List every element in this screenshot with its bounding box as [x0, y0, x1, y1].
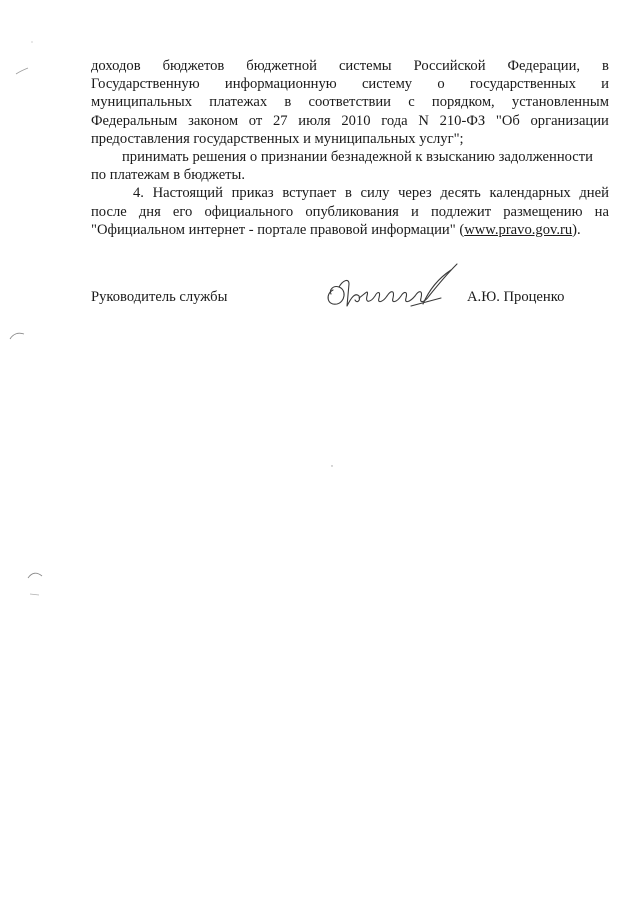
w: 2010: [341, 112, 371, 129]
w: законом: [188, 112, 239, 129]
text-line-6: принимать решения о признании безнадежной к взысканию задолженности: [122, 149, 593, 166]
text-line-10-end: ).: [572, 221, 581, 238]
w: 210-ФЗ: [439, 112, 486, 129]
w: муниципальных: [91, 94, 193, 111]
w: порядком,: [431, 94, 495, 111]
w: 27: [272, 112, 288, 129]
w: доходов: [91, 58, 141, 74]
w: размещению: [503, 203, 583, 220]
text-line-5: предоставления государственных и муниципальных услуг";: [91, 130, 464, 147]
w: бюджетов: [162, 58, 225, 74]
w: его: [172, 203, 193, 220]
w: N: [418, 112, 429, 129]
w: от: [248, 112, 263, 129]
w: дней: [579, 185, 609, 202]
w: организации: [530, 112, 609, 129]
w: Настоящий: [152, 185, 223, 202]
w: после: [91, 203, 127, 220]
w: в: [284, 94, 292, 111]
w: системы: [338, 58, 392, 74]
w: бюджетной: [246, 58, 317, 74]
w: и: [601, 76, 609, 93]
w: с: [408, 94, 415, 111]
w: календарных: [489, 185, 571, 202]
w: вступает: [282, 185, 337, 202]
w: "Об: [495, 112, 520, 129]
w: государственных: [469, 76, 576, 93]
scan-artifact: [330, 464, 334, 468]
document-body: [91, 57, 609, 239]
w: соответствии: [308, 94, 391, 111]
text-line-10-start: "Официальном интернет - портале правовой информации" (: [91, 221, 465, 238]
w: систему: [361, 76, 413, 93]
pravo-link[interactable]: www.pravo.gov.ru: [464, 221, 573, 238]
w: в: [344, 185, 352, 202]
text-line-2: [91, 75, 609, 93]
w: приказ: [231, 185, 274, 202]
signature-block: [91, 288, 609, 328]
scan-artifact: [26, 570, 44, 582]
w: десять: [440, 185, 481, 202]
w: о: [437, 76, 445, 93]
text-line-4: [91, 112, 609, 130]
w: через: [398, 185, 432, 202]
text-line-10: [91, 221, 609, 239]
text-line-1: [91, 57, 609, 75]
text-line-3: [91, 93, 609, 111]
w: силу: [360, 185, 390, 202]
w: июля: [298, 112, 331, 129]
w: на: [594, 203, 609, 220]
text-line-8: [91, 184, 609, 202]
w: Федеральным: [91, 112, 178, 129]
signer-name: А.Ю. Проценко: [467, 289, 565, 305]
text-line-7: по платежам в бюджеты.: [91, 167, 245, 184]
w: Российской: [413, 58, 486, 74]
w: подлежит: [430, 203, 492, 220]
scan-artifact: [14, 66, 30, 76]
w: официального: [204, 203, 294, 220]
w: установленным: [511, 94, 609, 111]
scan-artifact: [8, 330, 26, 340]
w: платежах: [209, 94, 268, 111]
w: дня: [138, 203, 161, 220]
w: года: [381, 112, 408, 129]
w: 4.: [133, 185, 144, 202]
w: Государственную: [91, 76, 200, 93]
w: опубликования: [305, 203, 399, 220]
text-line-9: [91, 203, 609, 221]
w: Федерации,: [507, 58, 581, 74]
w: информационную: [224, 76, 337, 93]
scan-artifact: [28, 590, 42, 598]
signer-position: Руководитель службы: [91, 289, 228, 305]
w: в: [602, 58, 609, 74]
scan-artifact: [30, 40, 34, 44]
handwritten-signature: [319, 260, 479, 320]
w: и: [411, 203, 419, 220]
